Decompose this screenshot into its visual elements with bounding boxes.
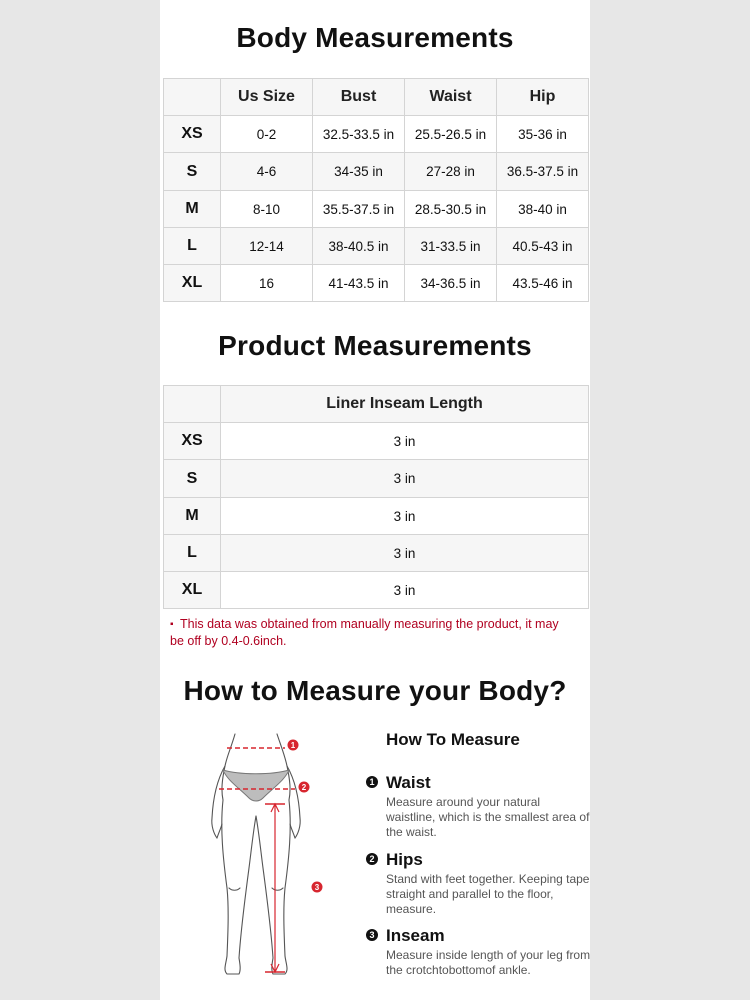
us-size-cell: 16	[221, 265, 313, 302]
inseam-marker: 3	[314, 883, 320, 892]
inseam-cell: 3 in	[221, 460, 589, 498]
table-row	[164, 572, 589, 609]
hip-cell: 36.5-37.5 in	[497, 153, 589, 191]
how-to-measure-subtitle: How To Measure	[386, 730, 520, 749]
us-size-cell: 4-6	[221, 153, 313, 191]
disclaimer-text: This data was obtained from manually measuring the product, it may be off by 0.4-0.6inch.	[170, 617, 559, 648]
hip-cell: 43.5-46 in	[497, 265, 589, 302]
step-number-icon: 2	[366, 853, 378, 865]
bust-cell: 38-40.5 in	[313, 228, 405, 265]
table-row	[164, 423, 589, 460]
size-label: S	[164, 153, 221, 191]
inseam-cell: 3 in	[221, 572, 589, 609]
bust-cell: 35.5-37.5 in	[313, 191, 405, 228]
product-measurements-title: Product Measurements	[218, 330, 532, 361]
hip-cell: 40.5-43 in	[497, 228, 589, 265]
header-cell-hip: Hip	[497, 79, 589, 116]
waist-cell: 31-33.5 in	[405, 228, 497, 265]
product-measurements-table	[163, 385, 589, 609]
us-size-cell: 8-10	[221, 191, 313, 228]
table-header-row	[164, 386, 589, 423]
table-row	[164, 460, 589, 498]
hips-marker: 2	[301, 783, 307, 792]
inseam-cell: 3 in	[221, 498, 589, 535]
table-row	[164, 535, 589, 572]
waist-marker: 1	[290, 741, 296, 750]
step-description: Measure inside length of your leg from the crotchtobottomof ankle.	[386, 948, 591, 977]
inseam-cell: 3 in	[221, 423, 589, 460]
size-label: M	[164, 498, 221, 535]
table-row	[164, 265, 589, 302]
table-row	[164, 116, 589, 153]
step-number-icon: 1	[366, 776, 378, 788]
step-number-icon: 3	[366, 929, 378, 941]
bust-cell: 32.5-33.5 in	[313, 116, 405, 153]
table-row	[164, 498, 589, 535]
header-cell-liner-inseam: Liner Inseam Length	[221, 386, 589, 423]
bust-cell: 41-43.5 in	[313, 265, 405, 302]
table-row	[164, 153, 589, 191]
hip-cell: 38-40 in	[497, 191, 589, 228]
header-cell-bust: Bust	[313, 79, 405, 116]
table-row	[164, 191, 589, 228]
waist-cell: 34-36.5 in	[405, 265, 497, 302]
header-cell-us-size: Us Size	[221, 79, 313, 116]
bust-cell: 34-35 in	[313, 153, 405, 191]
how-to-measure-title: How to Measure your Body?	[183, 675, 567, 706]
step-heading: Hips	[386, 850, 423, 869]
table-header-row	[164, 79, 589, 116]
size-label: XL	[164, 265, 221, 302]
size-label: M	[164, 191, 221, 228]
header-cell	[164, 79, 221, 116]
us-size-cell: 0-2	[221, 116, 313, 153]
waist-cell: 27-28 in	[405, 153, 497, 191]
step-heading: Inseam	[386, 926, 445, 945]
size-label: L	[164, 535, 221, 572]
size-label: XL	[164, 572, 221, 609]
step-heading: Waist	[386, 773, 431, 792]
bullet-icon: ▪	[170, 619, 174, 630]
header-cell	[164, 386, 221, 423]
size-label: L	[164, 228, 221, 265]
waist-cell: 28.5-30.5 in	[405, 191, 497, 228]
body-measurements-title: Body Measurements	[236, 22, 514, 53]
hip-cell: 35-36 in	[497, 116, 589, 153]
step-description: Measure around your natural waistline, which is the smallest area of the waist.	[386, 795, 590, 839]
size-label: S	[164, 460, 221, 498]
table-row	[164, 228, 589, 265]
body-outline-icon	[205, 728, 335, 978]
size-label: XS	[164, 423, 221, 460]
measurement-disclaimer	[170, 616, 570, 650]
waist-cell: 25.5-26.5 in	[405, 116, 497, 153]
header-cell-waist: Waist	[405, 79, 497, 116]
size-guide-page	[160, 0, 590, 1000]
body-diagram	[205, 728, 335, 978]
body-measurements-table	[163, 78, 589, 302]
inseam-cell: 3 in	[221, 535, 589, 572]
size-label: XS	[164, 116, 221, 153]
step-description: Stand with feet together. Keeping tape straight and parallel to the floor, measure.	[386, 872, 590, 916]
us-size-cell: 12-14	[221, 228, 313, 265]
